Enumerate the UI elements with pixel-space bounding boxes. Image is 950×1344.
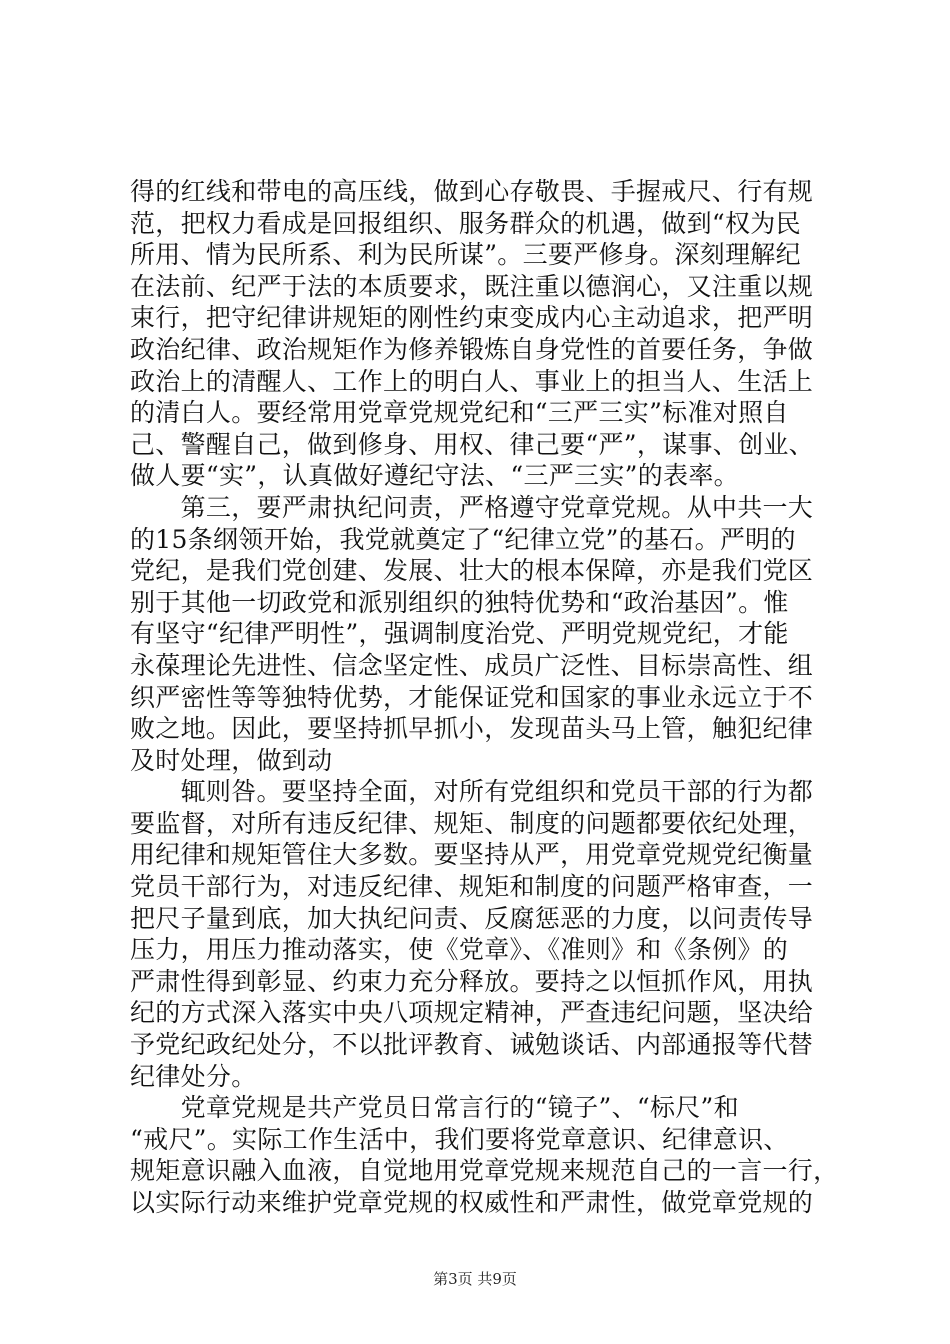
text-line: 压力，用压力推动落实，使《党章》、《准则》和《条例》的 [130, 935, 789, 965]
text-line: 己、警醒自己，做到修身、用权、律己要“严”，谋事、创业、 [130, 429, 814, 459]
text-line: 永葆理论先进性、信念坚定性、成员广泛性、目标崇高性、组 [130, 650, 814, 680]
text-line: 的15条纲领开始，我党就奠定了“纪律立党”的基石。严明的 [130, 524, 796, 554]
body-text [130, 176, 840, 1219]
text-line: 及时处理，做到动 [130, 745, 333, 775]
text-line: 范，把权力看成是回报组织、服务群众的机遇，做到“权为民 [130, 208, 801, 238]
text-line: 用纪律和规矩管住大多数。要坚持从严，用党章党规党纪衡量 [130, 840, 814, 870]
text-line: 败之地。因此，要坚持抓早抓小，发现苗头马上管，触犯纪律 [130, 714, 814, 744]
text-line: 要监督，对所有违反纪律、规矩、制度的问题都要依纪处理， [130, 808, 814, 838]
text-line: 予党纪政纪处分，不以批评教育、诫勉谈话、内部通报等代替 [130, 1030, 814, 1060]
text-line: 所用、情为民所系、利为民所谋”。三要严修身。深刻理解纪 [130, 240, 801, 270]
text-line: 的清白人。要经常用党章党规党纪和“三严三实”标准对照自 [130, 398, 789, 428]
text-line: 纪的方式深入落实中央八项规定精神，严查违纪问题，坚决给 [130, 998, 814, 1028]
text-line: 政治上的清醒人、工作上的明白人、事业上的担当人、生活上 [130, 366, 814, 396]
text-line: 纪律处分。 [130, 1061, 257, 1091]
text-line: 别于其他一切政党和派别组织的独特优势和“政治基因”。惟 [130, 587, 789, 617]
text-line: 织严密性等等独特优势，才能保证党和国家的事业永远立于不 [130, 682, 814, 712]
text-line: 得的红线和带电的高压线，做到心存敬畏、手握戒尺、行有规 [130, 177, 814, 206]
text-line: “戒尺”。实际工作生活中，我们要将党章意识、纪律意识、 [130, 1124, 789, 1154]
text-line: 把尺子量到底，加大执纪问责、反腐惩恶的力度，以问责传导 [130, 903, 814, 933]
text-line: 以实际行动来维护党章党规的权威性和严肃性，做党章党规的 [130, 1188, 814, 1217]
text-line: 第三，要严肃执纪问责，严格遵守党章党规。从中共一大 [130, 492, 814, 522]
text-line: 规矩意识融入血液，自觉地用党章党规来规范自己的一言一行， [130, 1156, 839, 1186]
text-line: 政治纪律、政治规矩作为修养锻炼自身党性的首要任务，争做 [130, 334, 814, 364]
page-number-label: 第3页 共9页 [433, 1270, 517, 1288]
text-line: 党纪，是我们党创建、发展、壮大的根本保障，亦是我们党区 [130, 556, 814, 586]
text-line: 做人要“实”，认真做好遵纪守法、“三严三实”的表率。 [130, 461, 739, 491]
page-footer [0, 1268, 950, 1289]
text-line: 辄则咎。要坚持全面，对所有党组织和党员干部的行为都 [130, 777, 814, 807]
text-line: 严肃性得到彰显、约束力充分释放。要持之以恒抓作风，用执 [130, 966, 814, 996]
text-line: 束行，把守纪律讲规矩的刚性约束变成内心主动追求，把严明 [130, 303, 814, 333]
text-line: 党章党规是共产党员日常言行的“镜子”、“标尺”和 [130, 1093, 739, 1123]
text-line: 党员干部行为，对违反纪律、规矩和制度的问题严格审查，一 [130, 872, 814, 902]
text-line: 在法前、纪严于法的本质要求，既注重以德润心，又注重以规 [130, 271, 814, 301]
text-line: 有坚守“纪律严明性”，强调制度治党、严明党规党纪，才能 [130, 619, 789, 649]
